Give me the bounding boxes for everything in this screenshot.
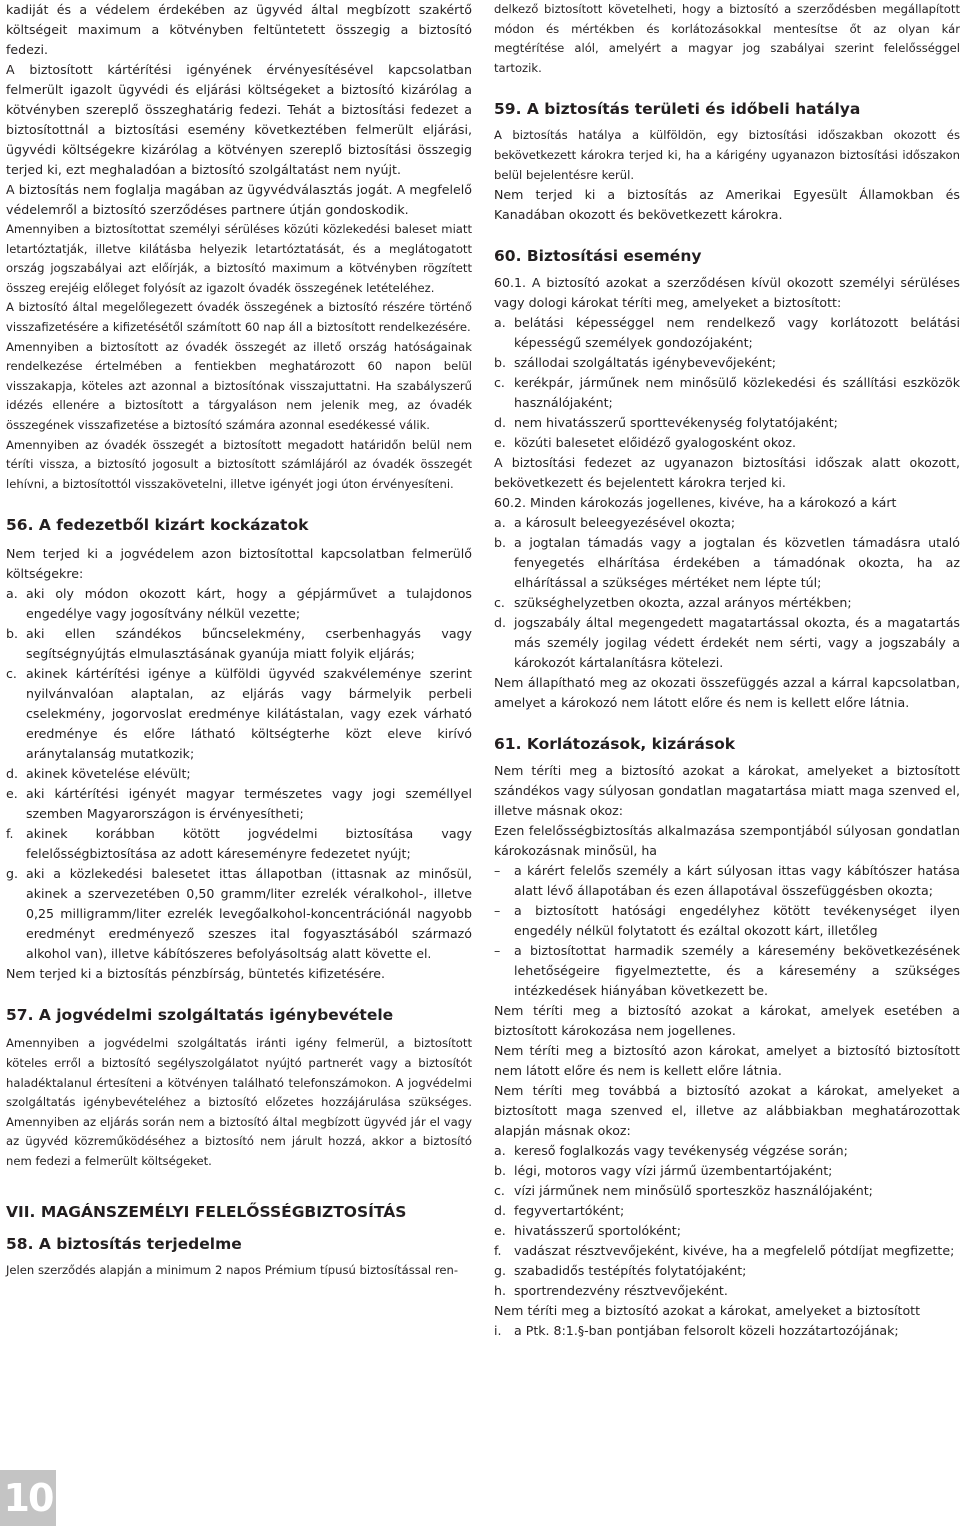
list-item: – a biztosítottat harmadik személy a káresemény bekövetkezésének lehetőségeire figyelmeztette, és a káresemény a szükséges intézkedések hiányában következett be. <box>494 943 960 999</box>
list-item: d. jogszabály által megengedett magatartással okozta, és a magatartás más személy jogilag védett érdekét nem sérti, vagy a jogszabály a károkozót kártalanításra kötelezi. <box>494 615 960 671</box>
paragraph: A biztosítási fedezet az ugyanazon biztosítási időszak alatt okozott, bekövetkezett és bejelentett károkra terjed ki. <box>494 455 960 491</box>
list-item: e. aki kártérítési igényét magyar természetes vagy jogi személlyel szemben Magyarországon is érvényesítheti; <box>6 786 472 822</box>
list-61-b <box>494 1141 960 1301</box>
paragraph: kadiját és a védelem érdekében az ügyvéd által megbízott szakértő költségeit maximum a kötvényben feltüntetett összegig a biztosító fedezi. <box>6 2 472 57</box>
paragraph: Amennyiben a biztosítottat személyi sérüléses közúti közlekedési baleset miatt letartóztatják, illetve kilátásba helyezik letartóztatását, és a meglátogatott ország jogszabályai azt előírják, a biztosító maximum a kötvényben rögzített összeg erejéig előleget folyósít az igazolt óvadék összegének letételéhez. <box>6 222 472 295</box>
list-item: g. szabadidős testépítés folytatójaként; <box>494 1263 747 1279</box>
list-item: g. aki a közlekedési balesetet ittas állapotban (ittasnak az minősül, akinek a szervezetében 0,50 gramm/liter ezrelék véralkohol-, illetve 0,25 milligramm/liter ezrelék levegőalkohol-koncentrációnál nagyobb eredményt eredményező szeszes ital fogyasztásából származó alkohol van), illetve kábítószeres befolyásoltság alatt követte el. <box>6 866 472 962</box>
page-number: 10 <box>0 1470 56 1526</box>
paragraph: Amennyiben a jogvédelmi szolgáltatás iránti igény felmerül, a biztosított köteles erről a biztosító segélyszolgálatot nyújtó partnerét vagy a biztosítót haladéktalanul értesíteni a kötvényen található telefonszámokon. A jogvédelmi szolgáltatás igénybevételéhez a biztosító előzetes hozzájárulása szükséges. Amennyiben az eljárás során nem a biztosító által megbízott ügyvéd jár el vagy az ügyvéd közreműködéséhez a biztosító nem járult hozzá, akkor a biztosító nem fedezi a felmerült költségeket. <box>6 1036 472 1168</box>
list-61-c <box>494 1321 960 1341</box>
intro-section <box>6 0 472 494</box>
list-item: c. vízi járműnek nem minősülő sporteszköz használójaként; <box>494 1183 873 1199</box>
paragraph: Amennyiben az óvadék összegét a biztosított megadott határidőn belül nem téríti vissza, a biztosító jogosult a biztosított számlájáról az óvadék összegét lehívni, a biztosítottól visszakövetelni, illetve igényét jogi úton érvényesíteni. <box>6 437 472 491</box>
list-item: b. légi, motoros vagy vízi jármű üzembentartójaként; <box>494 1163 833 1179</box>
list-item: i. a Ptk. 8:1.§-ban pontjában felsorolt közeli hozzátartozójának; <box>494 1323 899 1339</box>
list-60-2 <box>494 513 960 673</box>
list-item: – a biztosított hatósági engedélyhez kötött tevékenységet ilyen engedély nélkül folytatott és ezáltal okozott kárt, illetőleg <box>494 903 960 939</box>
paragraph: A biztosítás nem foglalja magában az ügyvédválasztás jogát. A megfelelő védelemről a biztosító szerződéses partnere útján gondoskodik. <box>6 182 472 217</box>
paragraph: A biztosított kártérítési igényének érvényesítésével kapcsolatban felmerült igazolt ügyvédi és eljárási költségeket a biztosító kizárólag a kötvényben szereplő összeghatárig fedezi. Tehát a biztosítási fedezet a biztosítottnál a biztosítási esemény következtében felmerült eljárási, ügyvédi költségekre kizárólag a kötvényen szereplő biztosítási összegig terjed ki, ezt meghaladóan a biztosító szolgáltatást nem nyújt. <box>6 62 472 177</box>
paragraph: Nem állapítható meg az okozati összefüggés azzal a kárral kapcsolatban, amelyet a károkozó nem látott előre és nem is kellett előre látnia. <box>494 675 960 711</box>
list-item: – a kárért felelős személy a kárt súlyosan ittas vagy kábítószer hatása alatt lévő állapotában és ezen állapotával összefüggésben okozta; <box>494 863 960 899</box>
paragraph: Jelen szerződés alapján a minimum 2 napos Prémium típusú biztosítással ren- <box>6 1263 459 1278</box>
paragraph: 60.2. Minden károkozás jogellenes, kivéve, ha a károkozó a kárt <box>494 495 897 511</box>
section-heading-61: 61. Korlátozások, kizárások <box>494 735 736 754</box>
paragraph: Nem téríti meg továbbá a biztosító azokat a károkat, amelyeket a biztosított maga szenved el, illetve az alábbiakban meghatározottak alapján másnak okoz: <box>494 1083 960 1139</box>
paragraph: A biztosítás hatálya a külföldön, egy biztosítási időszakban okozott és bekövetkezett károkra terjed ki, ha a kárigény ugyanazon biztosítási időszakon belül bejelentésre kerül. <box>494 128 960 182</box>
paragraph: Nem téríti meg a biztosító azokat a károkat, amelyek esetében a biztosított károkozása nem jogellenes. <box>494 1003 960 1039</box>
paragraph: Nem téríti meg a biztosító azokat a károkat, amelyeket a biztosított <box>494 1303 921 1319</box>
list-56 <box>6 584 472 964</box>
list-item: f. akinek korábban kötött jogvédelmi biztosítása vagy felelősségbiztosítása az adott káreseményre fedezetet nyújt; <box>6 826 472 862</box>
chapter-heading: VII. MAGÁNSZEMÉLYI FELELŐSSÉGBIZTOSÍTÁS <box>6 1203 407 1222</box>
section-heading-58: 58. A biztosítás terjedelme <box>6 1235 242 1254</box>
list-item: b. a jogtalan támadás vagy a jogtalan és közvetlen támadásra utaló fenyegetés elhárítása érdekében a támadónak okozta, ha az elhárítással a szükséges mértéket nem lépte túl; <box>494 535 960 591</box>
list-item: d. nem hivatásszerű sporttevékenység folytatójaként; <box>494 415 838 431</box>
list-item: b. aki ellen szándékos bűncselekmény, cserbenhagyás vagy segítségnyújtás elmulasztásának gyanúja miatt folyik eljárás; <box>6 626 472 662</box>
section-heading-56: 56. A fedezetből kizárt kockázatok <box>6 516 309 535</box>
list-item: e. hivatásszerű sportolóként; <box>494 1223 681 1239</box>
paragraph: delkező biztosított követelheti, hogy a biztosító a szerződésben megállapított módon és mértékben és korlátozásokkal mentesítse őt az olyan kár megtérítése alól, amelyért a magyar jog szabályai szerint felelősséggel tartozik. <box>494 2 960 75</box>
paragraph: Amennyiben a biztosított az óvadék összegét az illető ország hatóságainak rendelkezése értelmében a fentiekben meghatározott 60 napon belül visszakapja, köteles azt azonnal a biztosítónak visszajuttatni. Ha szabályszerű idézés ellenére a biztosított a tárgyaláson nem jelenik meg, az óvadék összegének visszafizetése a biztosító számára azonnal esedékessé válik. <box>6 339 472 432</box>
list-item: d. akinek követelése elévült; <box>6 766 191 782</box>
list-item: c. kerékpár, járműnek nem minősülő közlekedési és szállítási eszközök használójaként; <box>494 375 960 411</box>
list-item: c. akinek kártérítési igénye a külföldi ügyvéd szakvéleménye szerint nyilvánvalóan alaptalan, az eljárás vagy bármelyik perbeli cselekmény, jogorvoslat eredménye kilátástalan, vagy ezek várható eredménye és előre látható költségterhe közt eleve kirívó aránytalanság mutatkozik; <box>6 666 472 762</box>
list-item: f. vadászat résztvevőjeként, kivéve, ha a megfelelő pótdíjat megfizette; <box>494 1243 955 1259</box>
list-item: a. aki oly módon okozott kárt, hogy a gépjárművet a tulajdonos engedélye vagy jogosítvány nélkül vezette; <box>6 586 472 622</box>
list-item: a. a károsult beleegyezésével okozta; <box>494 515 736 531</box>
list-item: a. belátási képességgel nem rendelkező vagy korlátozott belátási képességű személyek gondozójaként; <box>494 315 960 351</box>
paragraph: Ezen felelősségbiztosítás alkalmazása szempontjából súlyosan gondatlan károkozásnak minősül, ha <box>494 823 960 859</box>
list-item: h. sportrendezvény résztvevőjeként. <box>494 1283 728 1299</box>
paragraph: Nem terjed ki a biztosítás az Amerikai Egyesült Államokban és Kanadában okozott és bekövetkezett károkra. <box>494 187 960 223</box>
section-heading-60: 60. Biztosítási esemény <box>494 247 702 266</box>
paragraph: Nem terjed ki a biztosítás pénzbírság, büntetés kifizetésére. <box>6 966 385 982</box>
list-61-dash <box>494 861 960 1001</box>
list-item: b. szállodai szolgáltatás igénybevevőjeként; <box>494 355 777 371</box>
section-heading-57: 57. A jogvédelmi szolgáltatás igénybevétele <box>6 1006 394 1025</box>
list-item: a. kereső foglalkozás vagy tevékenység végzése során; <box>494 1143 848 1159</box>
right-column <box>494 0 960 1341</box>
paragraph: Nem terjed ki a jogvédelem azon biztosítottal kapcsolatban felmerülő költségekre: <box>6 546 472 582</box>
list-item: c. szükséghelyzetben okozta, azzal arányos mértékben; <box>494 595 852 611</box>
left-column <box>6 0 472 1281</box>
list-item: d. fegyvertartóként; <box>494 1203 625 1219</box>
paragraph: Nem téríti meg a biztosító azon károkat, amelyet a biztosító biztosított nem látott előre és nem is kellett előre látnia. <box>494 1043 960 1079</box>
list-item: e. közúti balesetet előidéző gyalogosként okoz. <box>494 435 796 451</box>
paragraph: Nem téríti meg a biztosító azokat a károkat, amelyeket a biztosított szándékos vagy súlyosan gondatlan magatartása miatt maga szenved el, illetve másnak okoz: <box>494 763 960 819</box>
paragraph: 60.1. A biztosító azokat a szerződésen kívül okozott személyi sérüléses vagy dologi károkat téríti meg, amelyeket a biztosított: <box>494 275 960 311</box>
paragraph: A biztosító által megelőlegezett óvadék összegének a biztosító részére történő visszafizetésére a kifizetésétől számított 60 nap áll a biztosított rendelkezésére. <box>6 300 472 334</box>
section-heading-59: 59. A biztosítás területi és időbeli hatálya <box>494 100 861 119</box>
list-60-1 <box>494 313 960 453</box>
